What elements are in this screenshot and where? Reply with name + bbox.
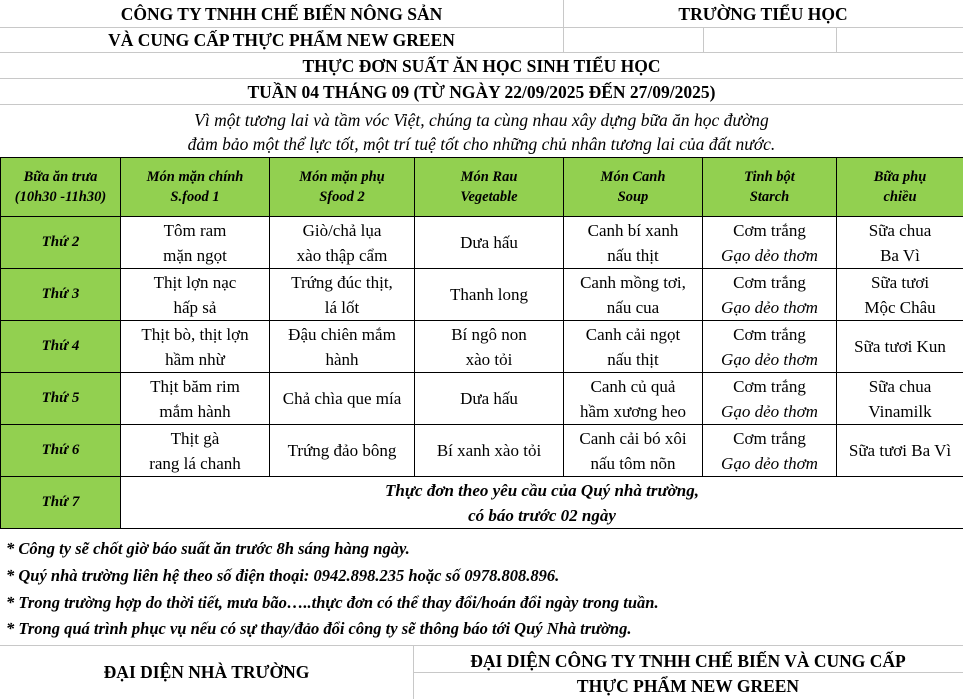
day-label: Thứ 3 [1, 269, 121, 321]
slogan-line2: đảm bảo một thể lực tốt, một trí tuệ tốt cho những chủ nhân tương lai của đất nước. [187, 133, 776, 154]
starch-cell: Cơm trắng Gạo dẻo thơm [703, 373, 837, 425]
column-header-side-dish: Món mặn phụ Sfood 2 [270, 158, 415, 217]
company-name-line2: VÀ CUNG CẤP THỰC PHẨM NEW GREEN [108, 29, 455, 50]
column-header-soup: Món Canh Soup [564, 158, 703, 217]
note-line: * Quý nhà trường liên hệ theo số điện thoại: 0942.898.235 hoặc số 0978.808.896. [6, 566, 560, 585]
soup-cell: Canh cải bó xôi nấu tôm nõn [564, 425, 703, 477]
column-header-starch: Tinh bột Starch [703, 158, 837, 217]
side-dish-cell: Chả chìa que mía [270, 373, 415, 425]
school-representative: ĐẠI DIỆN NHÀ TRƯỜNG [103, 662, 310, 682]
day-label: Thứ 7 [1, 477, 121, 529]
menu-table [0, 157, 963, 529]
week-title: TUẦN 04 THÁNG 09 (TỪ NGÀY 22/09/2025 ĐẾN 27/09/2025) [247, 81, 716, 102]
main-dish-cell: Thịt lợn nạc hấp sả [121, 269, 270, 321]
menu-title: THỰC ĐƠN SUẤT ĂN HỌC SINH TIỂU HỌC [302, 55, 661, 76]
main-dish-cell: Thịt gà rang lá chanh [121, 425, 270, 477]
main-dish-cell: Thịt băm rim mắm hành [121, 373, 270, 425]
starch-cell: Cơm trắng Gạo dẻo thơm [703, 269, 837, 321]
table-row [1, 217, 963, 269]
snack-cell: Sữa chua Ba Vì [837, 217, 963, 269]
saturday-note-cell: Thực đơn theo yêu cầu của Quý nhà trường, có báo trước 02 ngày [121, 477, 963, 529]
vegetable-cell: Bí xanh xào tỏi [415, 425, 564, 477]
vegetable-cell: Dưa hấu [415, 373, 564, 425]
snack-cell: Sữa tươi Mộc Châu [837, 269, 963, 321]
starch-cell: Cơm trắng Gạo dẻo thơm [703, 425, 837, 477]
table-row [1, 373, 963, 425]
soup-cell: Canh củ quả hầm xương heo [564, 373, 703, 425]
column-header-snack: Bữa phụ chiều [837, 158, 963, 217]
company-representative-line1: ĐẠI DIỆN CÔNG TY TNHH CHẾ BIẾN VÀ CUNG CẤP [470, 650, 906, 671]
side-dish-cell: Trứng đảo bông [270, 425, 415, 477]
day-label: Thứ 5 [1, 373, 121, 425]
snack-cell: Sữa tươi Kun [837, 321, 963, 373]
starch-cell: Cơm trắng Gạo dẻo thơm [703, 217, 837, 269]
note-line: * Trong quá trình phục vụ nếu có sự thay/đảo đổi công ty sẽ thông báo tới Quý Nhà trường. [6, 619, 632, 638]
slogan-line1: Vì một tương lai và tầm vóc Việt, chúng ta cùng nhau xây dựng bữa ăn học đường [194, 109, 769, 130]
soup-cell: Canh cải ngọt nấu thịt [564, 321, 703, 373]
column-header-vegetable: Món Rau Vegetable [415, 158, 564, 217]
snack-cell: Sữa chua Vinamilk [837, 373, 963, 425]
column-header-main-dish: Món mặn chính S.food 1 [121, 158, 270, 217]
table-row [1, 321, 963, 373]
side-dish-cell: Giò/chả lụa xào thập cẩm [270, 217, 415, 269]
snack-cell: Sữa tươi Ba Vì [837, 425, 963, 477]
school-name: TRƯỜNG TIỂU HỌC [678, 3, 848, 24]
company-representative-line2: THỰC PHẨM NEW GREEN [576, 675, 800, 696]
table-row-saturday [1, 477, 963, 529]
main-dish-cell: Tôm ram mặn ngọt [121, 217, 270, 269]
day-label: Thứ 2 [1, 217, 121, 269]
note-line: * Trong trường hợp do thời tiết, mưa bão…..thực đơn có thể thay đổi/hoán đổi ngày trong tuần. [6, 593, 659, 612]
main-dish-cell: Thịt bò, thịt lợn hầm nhừ [121, 321, 270, 373]
day-label: Thứ 6 [1, 425, 121, 477]
day-label: Thứ 4 [1, 321, 121, 373]
side-dish-cell: Trứng đúc thịt, lá lốt [270, 269, 415, 321]
side-dish-cell: Đậu chiên mắm hành [270, 321, 415, 373]
table-header-row [1, 158, 963, 217]
note-line: * Công ty sẽ chốt giờ báo suất ăn trước 8h sáng hàng ngày. [6, 539, 410, 558]
soup-cell: Canh mồng tơi, nấu cua [564, 269, 703, 321]
vegetable-cell: Thanh long [415, 269, 564, 321]
table-row [1, 425, 963, 477]
company-name-line1: CÔNG TY TNHH CHẾ BIẾN NÔNG SẢN [120, 3, 443, 24]
table-row [1, 269, 963, 321]
soup-cell: Canh bí xanh nấu thịt [564, 217, 703, 269]
vegetable-cell: Bí ngô non xào tỏi [415, 321, 564, 373]
column-header-lunch: Bữa ăn trưa (10h30 -11h30) [1, 158, 121, 217]
vegetable-cell: Dưa hấu [415, 217, 564, 269]
starch-cell: Cơm trắng Gạo dẻo thơm [703, 321, 837, 373]
